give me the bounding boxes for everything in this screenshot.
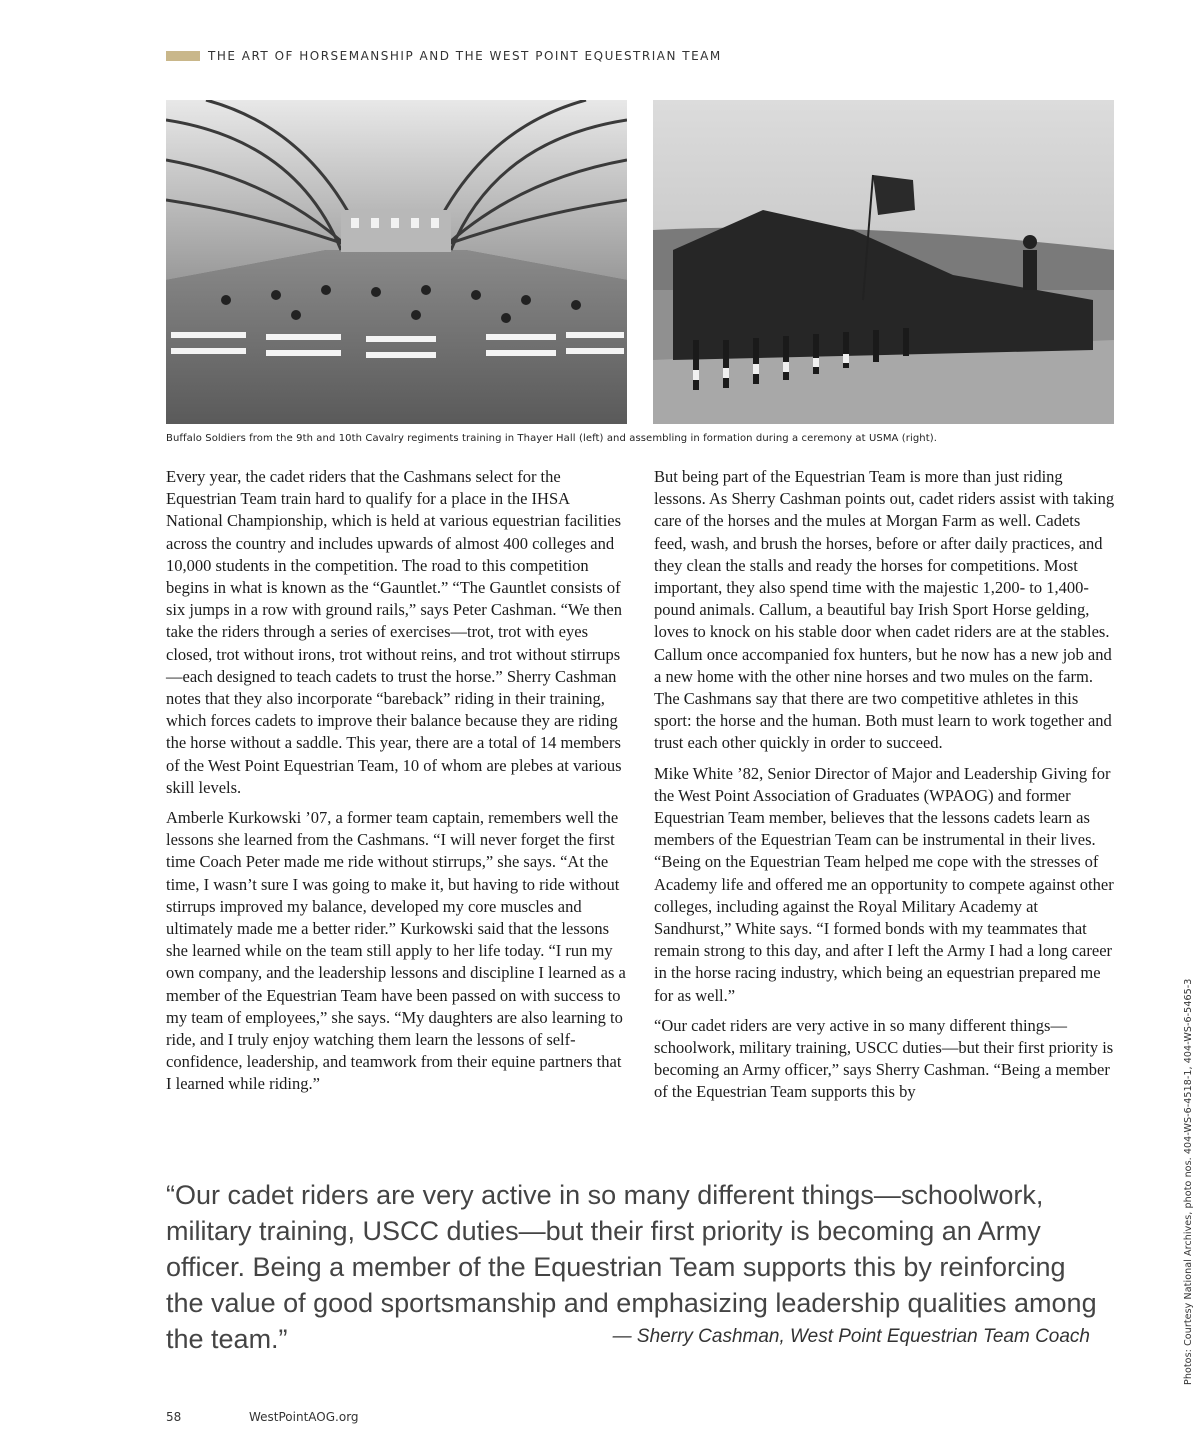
header-title: THE ART OF HORSEMANSHIP AND THE WEST POINT EQUESTRIAN TEAM [208, 49, 722, 63]
paragraph: Mike White ’82, Senior Director of Major and Leadership Giving for the West Point Association of Graduates (WPAOG) and former Equestrian Team member, believes that the lessons cadets learn as members of the Equestrian Team can be instrumental in their lives. “Being on the Equestrian Team helped me cope with the stresses of Academy life and offered me an opportunity to compete against other colleges, including against the Royal Military Academy at Sandhurst,” White says. “I formed bonds with my teammates that remain strong to this day, and after I left the Army I had a long career in the horse racing industry, which being an equestrian prepared me for as well.” [654, 763, 1114, 1005]
article-column-left [166, 466, 628, 1104]
paragraph: Every year, the cadet riders that the Cashmans select for the Equestrian Team train hard to qualify for a place in the IHSA National Championship, which is held at various equestrian facilities across the country and includes upwards of almost 400 colleges and 10,000 students in the competition. The road to this competition begins in what is known as the “Gauntlet.” “The Gauntlet consists of six jumps in a row with ground rails,” says Peter Cashman. “We then take the riders through a series of exercises—trot, trot with eyes closed, trot without irons, trot without reins, and trot without stirrups—each designed to teach cadets to trust the horse.” Sherry Cashman notes that they also incorporate “bareback” riding in their training, which forces cadets to improve their balance because they are riding the horse without a saddle. This year, there are a total of 14 members of the West Point Equestrian Team, 10 of whom are plebes at various skill levels. [166, 467, 623, 797]
photo-thayer-hall [166, 100, 627, 424]
photo-thayer-hall-image [166, 100, 627, 424]
page-number: 58 [166, 1410, 182, 1424]
photo-cavalry-formation [653, 100, 1114, 424]
paragraph: “Our cadet riders are very active in so many different things—schoolwork, military training, USCC duties—but their first priority is becoming an Army officer,” says Sherry Cashman. “Being a member of the Equestrian Team supports this by [654, 1015, 1114, 1102]
photo-caption: Buffalo Soldiers from the 9th and 10th Cavalry regiments training in Thayer Hall (left) and assembling in formation during a ceremony at USMA (right). [166, 433, 938, 444]
header-accent-bar [166, 51, 200, 61]
photo-cavalry-formation-image [653, 100, 1114, 424]
article-column-right [654, 466, 1116, 1112]
pull-quote-attribution: — Sherry Cashman, West Point Equestrian Team Coach [612, 1326, 1090, 1347]
paragraph: But being part of the Equestrian Team is more than just riding lessons. As Sherry Cashman points out, cadet riders assist with taking care of the horses and the mules at Morgan Farm as well. Cadets feed, wash, and brush the horses, before or after daily practices, and they clean the stalls and ready the horses for competitions. Most important, they also spend time with the majestic 1,200- to 1,400-pound animals. Callum, a beautiful bay Irish Sport Horse gelding, loves to knock on his stable door when cadet riders are at the stables. Callum once accompanied fox hunters, but he now has a new job and a new home with the other nine horses and two mules on the farm. The Cashmans say that there are two competitive athletes in this sport: the horse and the human. Both must learn to work together and trust each other quickly in order to succeed. [654, 467, 1115, 753]
paragraph: Amberle Kurkowski ’07, a former team captain, remembers well the lessons she learned from the Cashmans. “I will never forget the first time Coach Peter made me ride without stirrups,” she says. “At the time, I wasn’t sure I was going to make it, but having to ride without stirrups improved my balance, developed my core muscles and ultimately made me a better rider.” Kurkowski said that the lessons she learned while on the team still apply to her life today. “I run my own company, and the leadership lessons and discipline I learned as a member of the Equestrian Team have been passed on with success to my team of employees,” she says. “My daughters are also learning to ride, and I truly enjoy watching them learn the lessons of self-confidence, leadership, and teamwork from their equine partners that I learned while riding.” [166, 808, 626, 1094]
pull-quote: “Our cadet riders are very active in so many different things—schoolwork, military training, USCC duties—but their first priority is becoming an Army officer. Being a member of the Equestrian Team supports this by reinforcing the value of good sportsmanship and emphasizing leadership qualities among the team.” [166, 1180, 1097, 1354]
photo-credit: Photos: Courtesy National Archives, photo nos. 404-WS-6-4518-1, 404-WS-6-5465-3 [1183, 978, 1194, 1385]
footer-site: WestPointAOG.org [249, 1410, 359, 1424]
running-header [166, 47, 722, 65]
